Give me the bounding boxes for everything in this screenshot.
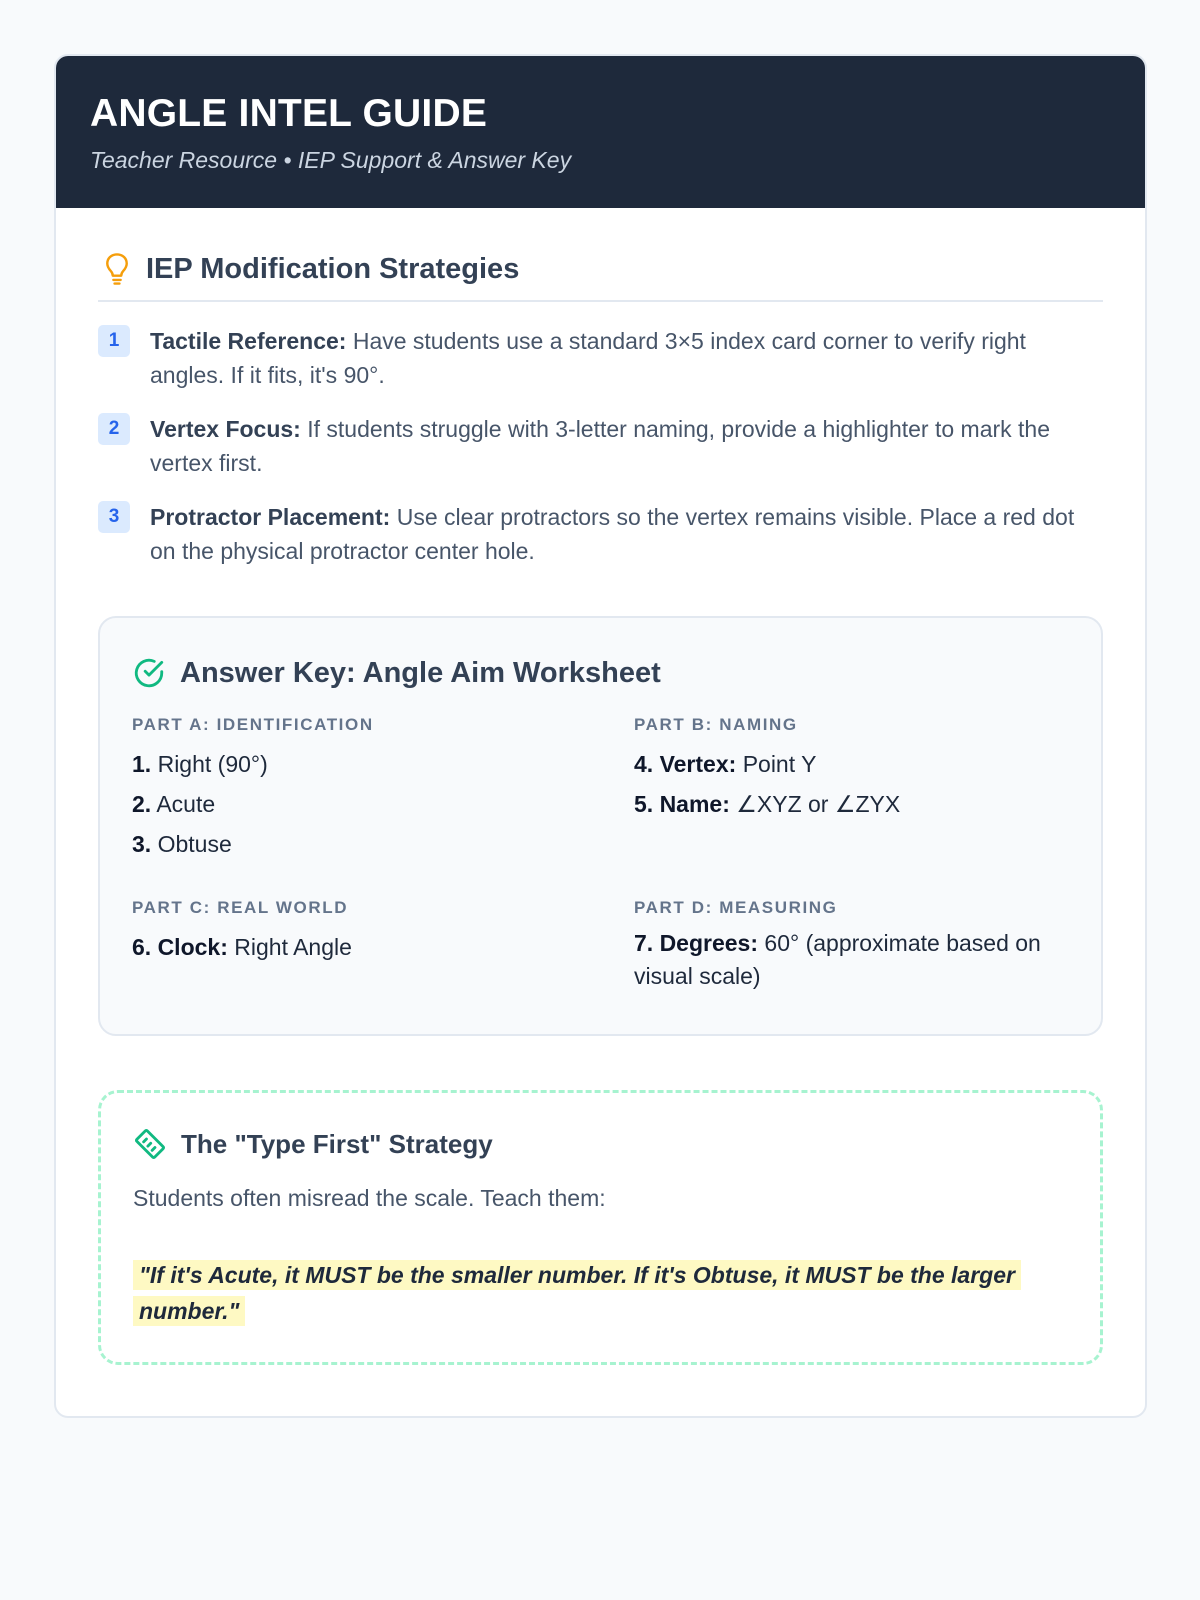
part-a (132, 714, 634, 897)
answer-key: 4. Vertex: (634, 751, 737, 777)
ruler-icon (133, 1127, 167, 1161)
strategy-tip-text: Students often misread the scale. Teach them: (133, 1185, 606, 1211)
strategy-tip-title: The "Type First" Strategy (181, 1128, 493, 1159)
strategy-label: Protractor Placement: (150, 504, 391, 530)
answer-key: 7. Degrees: (634, 930, 759, 956)
strategy-description: If students struggle with 3-letter naming, provide a highlighter to mark the vertex first. (150, 416, 1051, 476)
answer-key: 3. (132, 831, 152, 857)
answer-list (132, 927, 634, 967)
iep-section-header (98, 252, 1103, 302)
answer-key-box (98, 616, 1103, 1036)
answer-item (634, 784, 1084, 824)
answer-key-title: Answer Key: Angle Aim Worksheet (180, 656, 661, 689)
list-item (98, 324, 1103, 392)
answer-list (634, 927, 1084, 993)
strategy-tip-header (133, 1127, 1068, 1161)
part-label: PART D: MEASURING (634, 898, 838, 917)
strategy-label: Tactile Reference: (150, 328, 347, 354)
check-circle-icon (132, 656, 166, 690)
number-badge: 1 (98, 325, 130, 357)
lightbulb-icon (102, 252, 132, 286)
answer-key-header (132, 656, 1069, 690)
header (56, 56, 1145, 208)
number-badge: 2 (98, 413, 130, 445)
answer-key: 2. (132, 791, 152, 817)
answer-key-grid (132, 714, 1069, 1080)
answer-value: Right Angle (234, 934, 352, 960)
part-label: PART C: REAL WORLD (132, 898, 349, 917)
answer-value: Acute (156, 791, 216, 817)
strategy-text (150, 500, 1103, 568)
strategy-description: Have students use a standard 3×5 index card corner to verify right angles. If it fits, it's 90°. (150, 328, 1026, 388)
answer-item (132, 744, 634, 784)
page-subtitle: Teacher Resource • IEP Support & Answer Key (90, 147, 572, 173)
answer-value: Right (90°) (157, 751, 268, 777)
answer-item (634, 927, 1084, 993)
answer-value: 60° (approximate based on visual scale) (634, 930, 1041, 989)
part-c (132, 897, 634, 1080)
answer-value: Obtuse (157, 831, 232, 857)
number-badge: 3 (98, 501, 130, 533)
strategy-quote: "If it's Acute, it MUST be the smaller number. If it's Obtuse, it MUST be the larger number." (133, 1260, 1021, 1326)
list-item (98, 500, 1103, 568)
strategy-description: Use clear protractors so the vertex remains visible. Place a red dot on the physical protractor center hole. (150, 504, 1075, 564)
answer-key: 1. (132, 751, 152, 777)
list-item (98, 412, 1103, 480)
answer-value: ∠XYZ or ∠ZYX (736, 791, 901, 817)
part-label: PART A: IDENTIFICATION (132, 715, 374, 734)
strategy-tip-box (98, 1090, 1103, 1365)
iep-strategy-list (98, 324, 1103, 568)
guide-body (56, 252, 1145, 1365)
strategy-text (150, 324, 1103, 392)
answer-value: Point Y (742, 751, 817, 777)
guide-card (54, 54, 1147, 1418)
page-title: ANGLE INTEL GUIDE (90, 92, 488, 135)
answer-list (132, 744, 634, 864)
strategy-text (150, 412, 1103, 480)
part-b (634, 714, 1084, 897)
iep-section-title: IEP Modification Strategies (146, 252, 520, 285)
strategy-quote-container (133, 1257, 1068, 1329)
answer-item (132, 784, 634, 824)
answer-key: 6. Clock: (132, 934, 228, 960)
answer-list (634, 744, 1084, 824)
answer-item (132, 927, 634, 967)
part-d (634, 897, 1084, 1080)
part-label: PART B: NAMING (634, 715, 798, 734)
strategy-label: Vertex Focus: (150, 416, 301, 442)
answer-item (634, 744, 1084, 784)
answer-key: 5. Name: (634, 791, 730, 817)
answer-item (132, 824, 634, 864)
